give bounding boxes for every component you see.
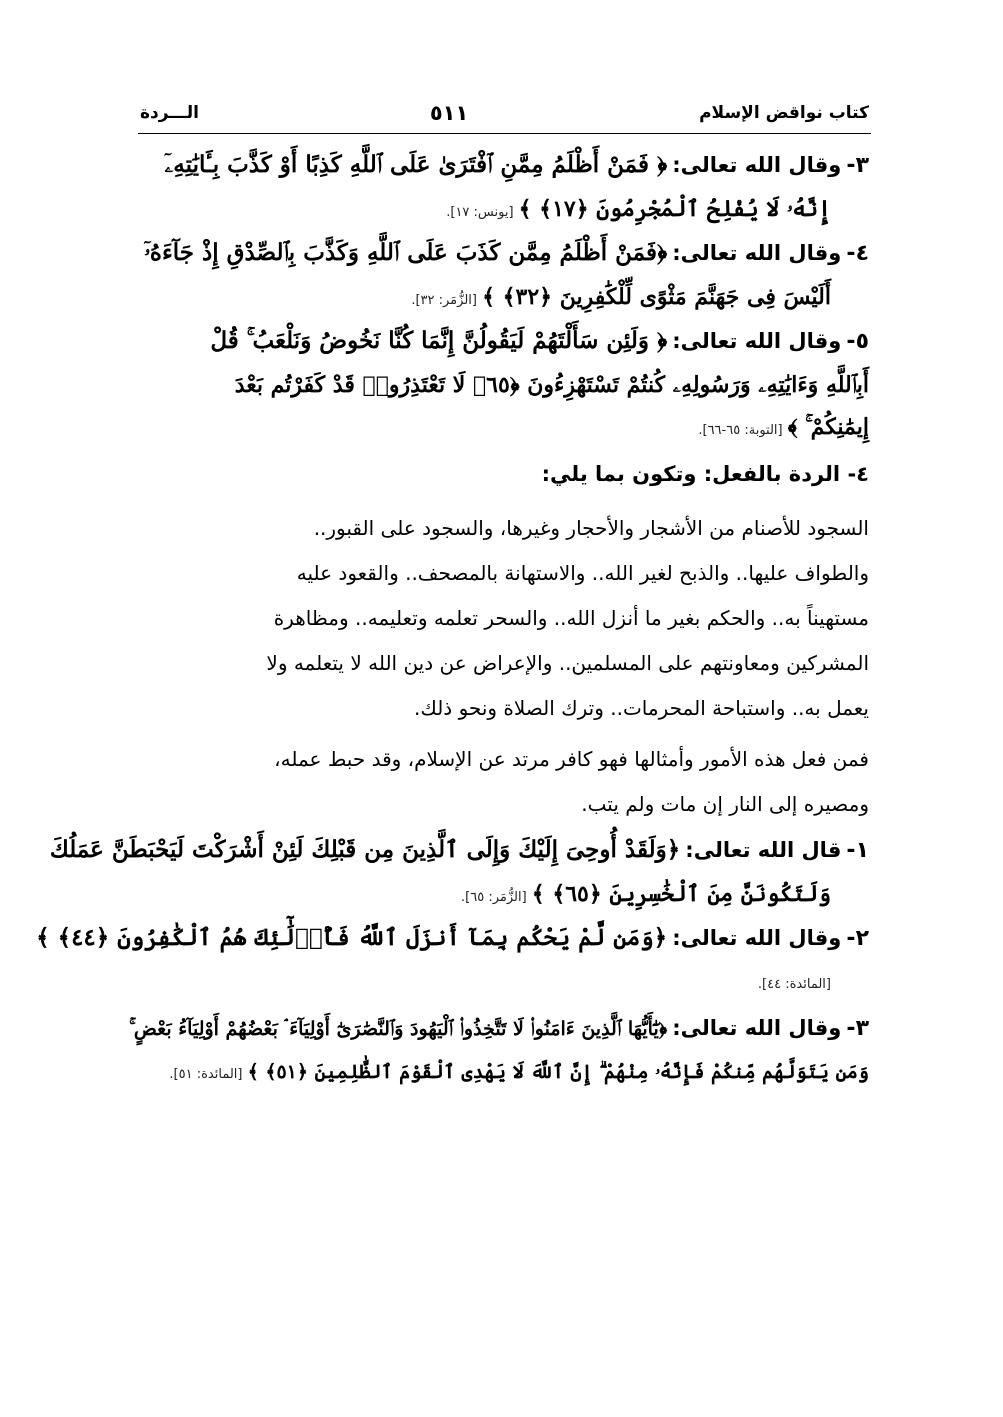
quran-verse: إِيمَٰنِكُمْ ۚ ﴾ xyxy=(787,414,869,440)
quran-verse: ﴿فَمَنْ أَظْلَمُ مِمَّن كَذَبَ عَلَى ٱللَّهِ وَكَذَّبَ بِٱلصِّدْقِ إِذْ جَآءَهُۥٓ xyxy=(144,239,668,266)
evidence-item xyxy=(140,230,869,318)
evidence-line xyxy=(140,142,869,188)
item-number: ٣- xyxy=(846,1016,869,1041)
evidence-line xyxy=(140,188,869,230)
quran-verse: ﴿وَمَن لَّمْ يَحْكُم بِمَآ أَنزَلَ ٱللَّهُ فَأُو۟لَٰٓئِكَ هُمُ ٱلْكَٰفِرُونَ ﴿٤٤﴾ ﴾ xyxy=(36,924,668,951)
evidence-line xyxy=(140,406,869,448)
evidence-item xyxy=(140,318,869,448)
evidence-item xyxy=(140,142,869,230)
section-heading: ٤- الردة بالفعل: وتكون بما يلي: xyxy=(541,462,869,486)
item-number: ٢- xyxy=(846,926,869,951)
evidence-item xyxy=(49,827,869,915)
verse-reference: [يونس: ١٧]. xyxy=(446,205,514,220)
quran-verse: أَبِٱللَّهِ وَءَايَٰتِهِۦ وَرَسُولِهِۦ كُنتُمْ تَسْتَهْزِءُونَ ﴿٦٥﴾ لَا تَعْتَذِرُوا۟ قَدْ كَفَرْتُم بَعْدَ xyxy=(234,372,869,398)
paragraph xyxy=(140,506,869,731)
paragraph-line: يعمل به.. واستباحة المحرمات.. وترك الصلاة ونحو ذلك. xyxy=(414,696,869,720)
verse-reference: [الزُّمَر: ٦٥]. xyxy=(461,890,527,905)
paragraph-line: المشركين ومعاونتهم على المسلمين.. والإعراض عن دين الله لا يتعلمه ولا xyxy=(266,651,869,675)
quran-verse: ﴿ وَلَئِن سَأَلْتَهُمْ لَيَقُولُنَّ إِنَّمَا كُنَّا نَخُوضُ وَنَلْعَبُ ۚ قُلْ xyxy=(210,327,668,354)
item-number: ١- xyxy=(846,838,869,863)
item-intro: وقال الله تعالى: xyxy=(672,926,842,950)
item-number: ٤- xyxy=(846,241,869,266)
evidence-line xyxy=(49,827,869,873)
evidence-line xyxy=(140,364,869,406)
evidence-item xyxy=(129,1005,869,1093)
evidence-line xyxy=(140,230,869,276)
quran-verse: ﴿ فَمَنْ أَظْلَمُ مِمَّنِ ٱفْتَرَىٰ عَلَى ٱللَّهِ كَذِبًا أَوْ كَذَّبَ بِـَٔايَٰتِهِۦٓ xyxy=(164,151,668,178)
paragraph-line: فمن فعل هذه الأمور وأمثالها فهو كافر مرتد عن الإسلام، وقد حبط عمله، xyxy=(274,747,869,771)
item-number: ٥- xyxy=(846,329,869,354)
verse-reference: [المائدة: ٥١]. xyxy=(169,1067,243,1082)
page-content xyxy=(36,142,869,1093)
section-title: الـــردة xyxy=(140,103,199,123)
quran-verse: وَمَن يَتَوَلَّهُم مِّنكُمْ فَإِنَّهُۥ مِنْهُمْ ۗ إِنَّ ٱللَّهَ لَا يَهْدِى ٱلْقَوْمَ ٱلظَّٰلِمِينَ ﴿٥١﴾ ﴾ xyxy=(247,1061,869,1083)
item-intro: وقال الله تعالى: xyxy=(672,329,842,353)
item-intro: وقال الله تعالى: xyxy=(672,1016,842,1040)
quran-verse: وَلَتَكُونَنَّ مِنَ ٱلْخَٰسِرِينَ ﴿٦٥﴾ ﴾ xyxy=(531,881,831,907)
verse-reference: [التوبة: ٦٥-٦٦]. xyxy=(698,423,783,438)
evidence-line xyxy=(140,961,869,1005)
book-title: كتاب نواقض الإسلام xyxy=(699,103,869,123)
page-header xyxy=(140,98,869,128)
item-number: ٣- xyxy=(846,153,869,178)
item-intro: قال الله تعالى: xyxy=(685,838,842,862)
item-intro: وقال الله تعالى: xyxy=(672,153,842,177)
evidence-line xyxy=(140,276,869,318)
paragraph xyxy=(140,737,869,827)
evidence-line xyxy=(140,873,869,915)
paragraph-line: ومصيره إلى النار إن مات ولم يتب. xyxy=(581,792,869,816)
quran-verse: ﴿وَلَقَدْ أُوحِىَ إِلَيْكَ وَإِلَى ٱلَّذِينَ مِن قَبْلِكَ لَئِنْ أَشْرَكْتَ لَيَحْبَطَنَّ عَمَلُكَ xyxy=(49,836,681,863)
evidence-line xyxy=(140,318,869,364)
quran-verse: ﴿يَٰٓأَيُّهَا ٱلَّذِينَ ءَامَنُوا۟ لَا تَتَّخِذُوا۟ ٱلْيَهُودَ وَٱلنَّصَٰرَىٰٓ أَوْلِيَآءَ ۘ بَعْضُهُمْ أَوْلِيَآءُ بَعْضٍ ۚ xyxy=(129,1018,668,1040)
verse-reference: [الزُّمَر: ٣٢]. xyxy=(411,293,477,308)
page-number: ٥١١ xyxy=(429,101,469,125)
header-rule xyxy=(138,133,871,134)
paragraph-line: مستهيناً به.. والحكم بغير ما أنزل الله.. والسحر تعلمه وتعليمه.. ومظاهرة xyxy=(273,606,869,630)
evidence-line xyxy=(129,1005,869,1051)
verse-reference: [المائدة: ٤٤]. xyxy=(757,977,831,992)
quran-verse: أَلَيْسَ فِى جَهَنَّمَ مَثْوًى لِّلْكَٰفِرِينَ ﴿٣٢﴾ ﴾ xyxy=(482,284,831,310)
evidence-line xyxy=(36,915,869,961)
evidence-line xyxy=(140,1051,869,1093)
item-intro: وقال الله تعالى: xyxy=(672,241,842,265)
paragraph-line: والطواف عليها.. والذبح لغير الله.. والاستهانة بالمصحف.. والقعود عليه xyxy=(296,561,869,585)
paragraph-line: السجود للأصنام من الأشجار والأحجار وغيرها، والسجود على القبور.. xyxy=(313,516,869,540)
evidence-item xyxy=(36,915,869,1005)
quran-verse: إِنَّهُۥ لَا يُفْلِحُ ٱلْمُجْرِمُونَ ﴿١٧﴾ ﴾ xyxy=(518,196,831,222)
